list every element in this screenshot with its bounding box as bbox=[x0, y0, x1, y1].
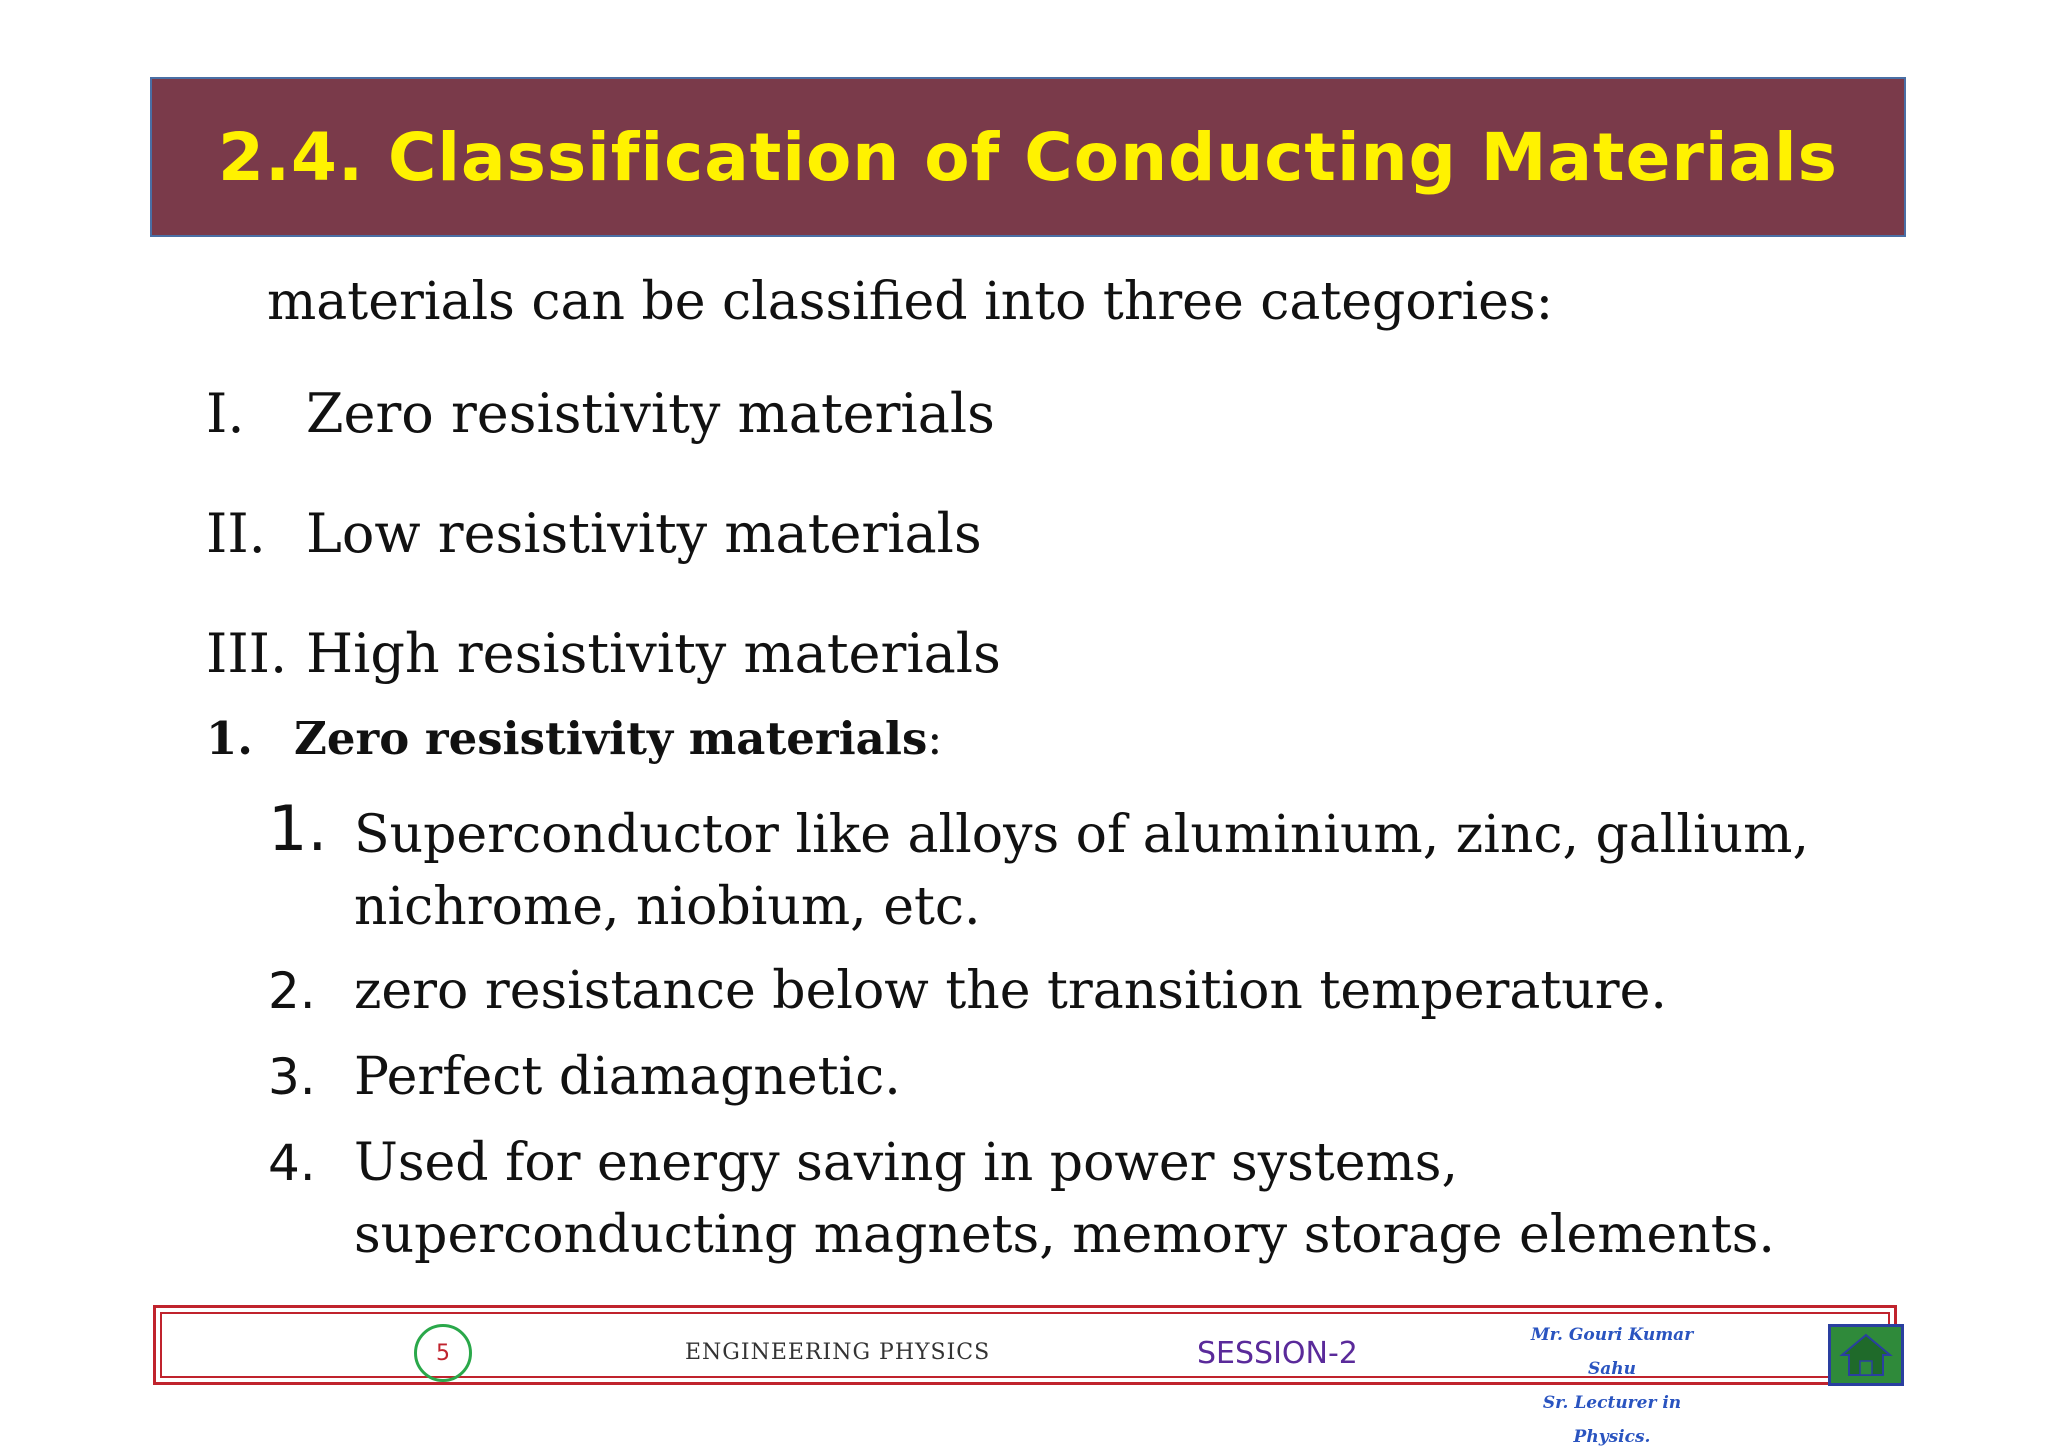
category-item bbox=[206, 502, 982, 565]
home-button[interactable] bbox=[1828, 1324, 1904, 1386]
category-number: I. bbox=[206, 382, 245, 445]
footer-inner-border bbox=[160, 1312, 1890, 1447]
category-item bbox=[206, 382, 995, 445]
list-item bbox=[268, 1041, 1888, 1113]
home-icon bbox=[1838, 1331, 1894, 1379]
item-text: zero resistance below the transition temperature. bbox=[354, 961, 1667, 1021]
course-name: ENGINEERING PHYSICS bbox=[685, 1340, 991, 1365]
item-number: 1. bbox=[268, 792, 328, 865]
section-heading bbox=[206, 712, 942, 765]
category-label: Zero resistivity materials bbox=[306, 382, 995, 445]
section-label: Zero resistivity materials bbox=[294, 712, 928, 765]
session-label: SESSION-2 bbox=[1197, 1336, 1358, 1371]
author-title: Sr. Lecturer in Physics. bbox=[1542, 1393, 1682, 1447]
footer bbox=[153, 1305, 1897, 1447]
category-number: III. bbox=[206, 622, 288, 685]
list-item bbox=[268, 1127, 1888, 1271]
item-number: 3. bbox=[268, 1048, 316, 1106]
category-label: Low resistivity materials bbox=[306, 502, 982, 565]
item-number: 4. bbox=[268, 1134, 316, 1192]
section-suffix: : bbox=[927, 712, 943, 765]
item-text: Superconductor like alloys of aluminium, zinc, gallium, nichrome, niobium, etc. bbox=[354, 805, 1810, 937]
page-number: 5 bbox=[414, 1324, 472, 1382]
item-text: Perfect diamagnetic. bbox=[354, 1047, 901, 1107]
item-number: 2. bbox=[268, 962, 316, 1020]
category-label: High resistivity materials bbox=[306, 622, 1001, 685]
author-block bbox=[1512, 1318, 1712, 1454]
author-name: Mr. Gouri Kumar Sahu bbox=[1530, 1325, 1694, 1379]
slide-title: 2.4. Classification of Conducting Materials bbox=[218, 118, 1838, 196]
intro-text: materials can be classified into three categories: bbox=[267, 272, 1554, 332]
list-item bbox=[268, 955, 1888, 1027]
category-item bbox=[206, 622, 1001, 685]
item-text: Used for energy saving in power systems, superconducting magnets, memory storage elements. bbox=[354, 1133, 1775, 1265]
category-number: II. bbox=[206, 502, 266, 565]
title-bar bbox=[150, 77, 1906, 237]
section-number: 1. bbox=[206, 712, 253, 765]
list-item bbox=[268, 792, 1888, 943]
